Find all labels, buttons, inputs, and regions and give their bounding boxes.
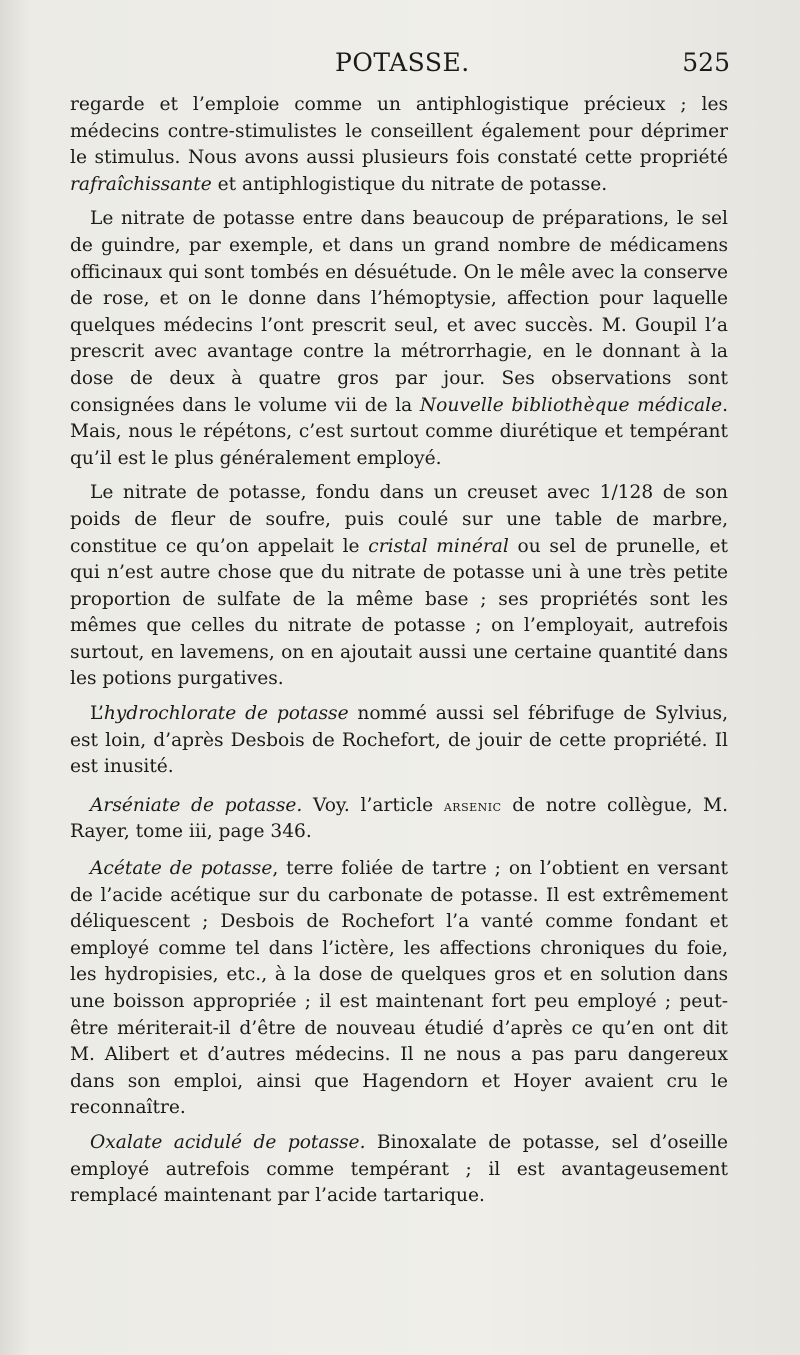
text-segment: Oxalate acidulé de potasse.: [90, 1131, 366, 1153]
paragraph-oxalate: [70, 1130, 728, 1210]
text-segment: Le nitrate de potasse entre dans beaucoup de préparations, le sel de guindre, par exemple, et dans un grand nombre de médicamens officinaux qui sont tombés en désuétude. On le mêle avec la conserve de rose, et on le donne dans l’hémoptysie, affection pour laquelle quelques médecins l’ont prescrit seul, et avec succès. M. Goupil l’a prescrit avec avantage contre la métrorrhagie, en le donnant à la dose de deux à quatre gros par jour. Ses observations sont consignées dans le volume vii de la: [70, 208, 728, 416]
text-segment: hydrochlorate de potasse: [103, 703, 349, 725]
paragraph-arseniate: [70, 793, 728, 846]
text-segment: Nouvelle bibliothèque médicale: [419, 394, 723, 416]
text-segment: L’: [90, 703, 104, 725]
text-segment: Voy. l’article: [302, 794, 444, 816]
page-header: [70, 48, 730, 84]
paragraph-cristal-mineral: [70, 480, 728, 693]
paragraph-nitrate-antiphlogistic: [70, 92, 728, 198]
paragraph-acetate: [70, 856, 728, 1122]
paragraph-hydrochlorate: [70, 701, 728, 781]
text-segment: ou sel de prunelle, et qui n’est autre chose que du nitrate de potasse uni à une très petite proportion de sulfate de la même base ; ses propriétés sont les mêmes que celles du nitrate de potasse ; on l’employait, autrefois surtout, en lavemens, on en ajoutait aussi une certaine quantité dans les potions purgatives.: [70, 535, 728, 690]
text-segment: Le nitrate de potasse, fondu dans un creuset avec 1/128 de son poids de fleur de soufre, puis coulé sur une table de marbre, constitue ce qu’on appelait le: [70, 482, 728, 557]
running-title: POTASSE.: [335, 48, 470, 77]
text-segment: de notre collègue, M. Rayer, tome iii, page 346.: [70, 794, 728, 843]
text-segment: cristal minéral: [368, 535, 509, 557]
text-segment: nommé aussi sel fébrifuge de Sylvius, est loin, d’après Desbois de Rochefort, de jouir de cette propriété. Il est inusité.: [70, 703, 729, 778]
text-segment: , terre foliée de tartre ; on l’obtient en versant de l’acide acétique sur du carbonate de potasse. Il est extrêmement déliquescent ; Desbois de Rochefort l’a vanté comme fondant et employé comme tel dans l’ictère, les affections chroniques du foie, les hydropisies, etc., à la dose de quelques gros et en solution dans une boisson appropriée ; il est maintenant fort peu employé ; peut-être mériterait-il d’être de nouveau étudié d’après ce qu’en ont dit M. Alibert et d’autres médecins. Il ne nous a pas paru dangereux dans son emploi, ainsi que Hagendorn et Hoyer avaient cru le reconnaître.: [70, 858, 728, 1119]
page-number: 525: [682, 48, 730, 77]
text-segment: . Mais, nous le répétons, c’est surtout comme diurétique et tempérant qu’il est le plus généralement employé.: [70, 394, 729, 469]
text-segment: rafraîchissante: [70, 173, 212, 195]
text-segment: arsenic: [443, 795, 502, 815]
text-segment: Arséniate de potasse.: [90, 794, 303, 816]
text-segment: et antiphlogistique du nitrate de potasse.: [211, 173, 608, 195]
text-segment: Binoxalate de potasse, sel d’oseille employé autrefois comme tempérant ; il est avantageusement remplacé maintenant par l’acide tartarique.: [70, 1131, 728, 1207]
text-segment: Acétate de potasse: [90, 858, 273, 880]
text-segment: regarde et l’emploie comme un antiphlogistique précieux ; les médecins contre-stimulistes le conseillent également pour déprimer le stimulus. Nous avons aussi plusieurs fois constaté cette propriété: [70, 94, 728, 169]
body-text: [70, 92, 728, 1210]
paragraph-nitrate-preparations: [70, 206, 728, 472]
